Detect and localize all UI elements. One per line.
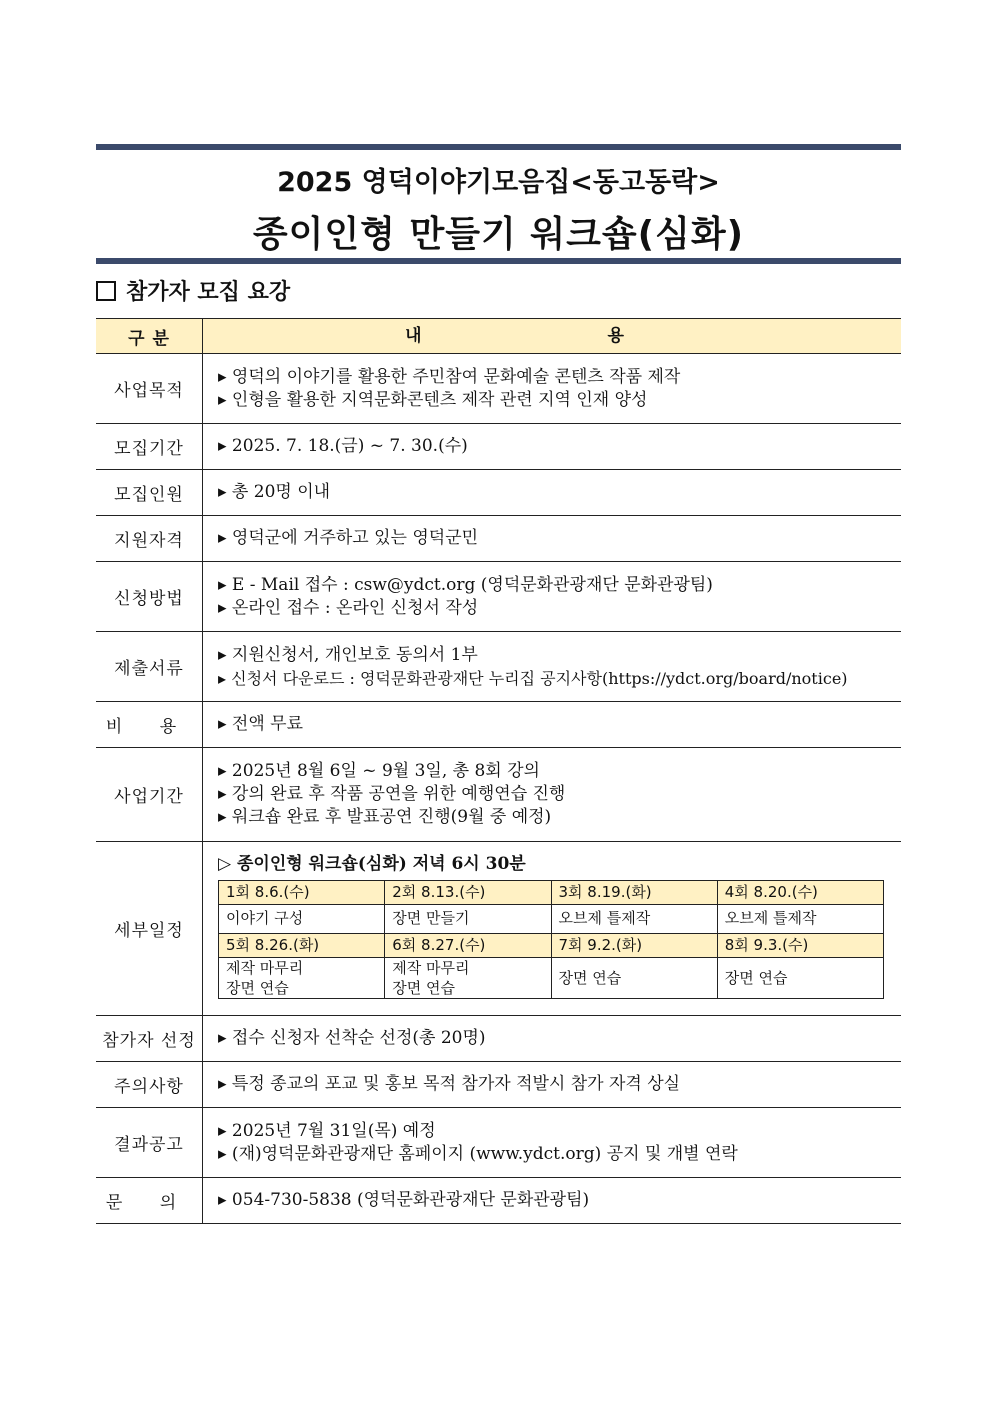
- session-desc-line: 장면 연습: [392, 978, 455, 997]
- row-label: 참가자 선정: [96, 1016, 203, 1062]
- table-row: [96, 516, 901, 562]
- session-desc: [219, 957, 385, 998]
- session-date: 8회 9.3.(수): [717, 933, 883, 957]
- title-bottom-bar: [96, 258, 901, 264]
- schedule-desc-row: [219, 904, 884, 933]
- section-heading: [96, 275, 290, 306]
- row-label: 모집인원: [96, 470, 203, 516]
- session-date: 6회 8.27.(수): [385, 933, 551, 957]
- row-item: ▸ 2025년 8월 6일 ~ 9월 3일, 총 8회 강의: [218, 761, 540, 781]
- row-label: 사업목적: [96, 354, 203, 424]
- row-content: [203, 1178, 902, 1224]
- table-header-row: [96, 319, 901, 354]
- session-desc: 장면 만들기: [385, 904, 551, 933]
- header-content: 내 용: [203, 319, 902, 354]
- row-content: [203, 354, 902, 424]
- row-content: [203, 1108, 902, 1178]
- table-row: [96, 1178, 901, 1224]
- row-content: [203, 470, 902, 516]
- session-desc: [385, 957, 551, 998]
- schedule-title: ▷ 종이인형 워크숍(심화) 저녁 6시 30분: [218, 853, 526, 874]
- session-desc-line: 장면 연습: [226, 978, 289, 997]
- row-item: ▸ 054-730-5838 (영덕문화관광재단 문화관광팀): [218, 1190, 590, 1210]
- row-label: 신청방법: [96, 562, 203, 632]
- row-item: ▸ 영덕의 이야기를 활용한 주민참여 문화예술 콘텐츠 작품 제작: [218, 366, 681, 387]
- table-row: [96, 1062, 901, 1108]
- row-content: [203, 632, 902, 702]
- title-line-2: 종이인형 만들기 워크숍(심화): [252, 214, 745, 255]
- schedule-date-row: [219, 880, 884, 904]
- session-desc: 장면 연습: [551, 957, 717, 998]
- table-row: [96, 748, 901, 842]
- empty-checkbox-icon: [96, 281, 116, 301]
- row-item: ▸ 2025년 7월 31일(목) 예정: [218, 1120, 436, 1141]
- row-item: ▸ 온라인 접수 : 온라인 신청서 작성: [218, 597, 479, 618]
- row-item: ▸ 인형을 활용한 지역문화콘텐츠 제작 관련 지역 인재 양성: [218, 389, 648, 410]
- table-row: [96, 632, 901, 702]
- section-heading-text: 참가자 모집 요강: [126, 279, 291, 305]
- schedule-row: [96, 842, 901, 1016]
- session-date: 7회 9.2.(화): [551, 933, 717, 957]
- session-date: 3회 8.19.(화): [551, 880, 717, 904]
- row-label: 비 용: [96, 702, 203, 748]
- session-desc-line: 제작 마무리: [226, 958, 304, 977]
- row-label: 결과공고: [96, 1108, 203, 1178]
- row-label: 지원자격: [96, 516, 203, 562]
- row-item: ▸ 전액 무료: [218, 714, 304, 734]
- row-item: ▸ 총 20명 이내: [218, 482, 331, 502]
- row-content: [203, 516, 902, 562]
- schedule-content: [203, 842, 902, 1016]
- row-item: ▸ E - Mail 접수 : csw@ydct.org (영덕문화관광재단 문화관광팀): [218, 574, 713, 595]
- session-date: 1회 8.6.(수): [219, 880, 385, 904]
- row-content: [203, 562, 902, 632]
- row-label: 문 의: [96, 1178, 203, 1224]
- row-label: 주의사항: [96, 1062, 203, 1108]
- row-content: [203, 424, 902, 470]
- row-item: ▸ 특정 종교의 포교 및 홍보 목적 참가자 적발시 참가 자격 상실: [218, 1074, 681, 1094]
- session-desc-line: 제작 마무리: [392, 958, 470, 977]
- row-item: ▸ 신청서 다운로드 : 영덕문화관광재단 누리집 공지사항(https://ydct.org/board/notice): [218, 668, 848, 688]
- schedule-date-row: [219, 933, 884, 957]
- row-item: ▸ 영덕군에 거주하고 있는 영덕군민: [218, 528, 479, 548]
- table-row: [96, 470, 901, 516]
- row-item: ▸ (재)영덕문화관광재단 홈페이지 (www.ydct.org) 공지 및 개별 연락: [218, 1143, 738, 1164]
- row-item: ▸ 지원신청서, 개인보호 동의서 1부: [218, 644, 478, 665]
- title-top-bar: [96, 144, 901, 150]
- header-label: 구 분: [96, 319, 203, 354]
- row-item: ▸ 접수 신청자 선착순 선정(총 20명): [218, 1028, 486, 1048]
- row-item: ▸ 워크숍 완료 후 발표공연 진행(9월 중 예정): [218, 807, 552, 827]
- title-line-1: 2025 영덕이야기모음집<동고동락>: [277, 167, 720, 198]
- session-desc: 오브제 틀제작: [551, 904, 717, 933]
- table-row: [96, 424, 901, 470]
- table-row: [96, 702, 901, 748]
- row-label: 세부일정: [96, 842, 203, 1016]
- session-desc: 오브제 틀제작: [717, 904, 883, 933]
- row-item: ▸ 강의 완료 후 작품 공연을 위한 예행연습 진행: [218, 784, 566, 804]
- recruitment-table: [96, 318, 901, 1224]
- session-desc: 장면 연습: [717, 957, 883, 998]
- session-desc: 이야기 구성: [219, 904, 385, 933]
- row-label: 제출서류: [96, 632, 203, 702]
- row-content: [203, 1062, 902, 1108]
- session-date: 4회 8.20.(수): [717, 880, 883, 904]
- row-content: [203, 702, 902, 748]
- session-date: 5회 8.26.(화): [219, 933, 385, 957]
- row-label: 모집기간: [96, 424, 203, 470]
- row-content: [203, 748, 902, 842]
- schedule-desc-row: [219, 957, 884, 998]
- row-label: 사업기간: [96, 748, 203, 842]
- row-item: ▸ 2025. 7. 18.(금) ~ 7. 30.(수): [218, 436, 468, 456]
- table-row: [96, 1108, 901, 1178]
- table-row: [96, 354, 901, 424]
- schedule-table: [218, 880, 884, 999]
- table-row: [96, 1016, 901, 1062]
- session-date: 2회 8.13.(수): [385, 880, 551, 904]
- table-row: [96, 562, 901, 632]
- row-content: [203, 1016, 902, 1062]
